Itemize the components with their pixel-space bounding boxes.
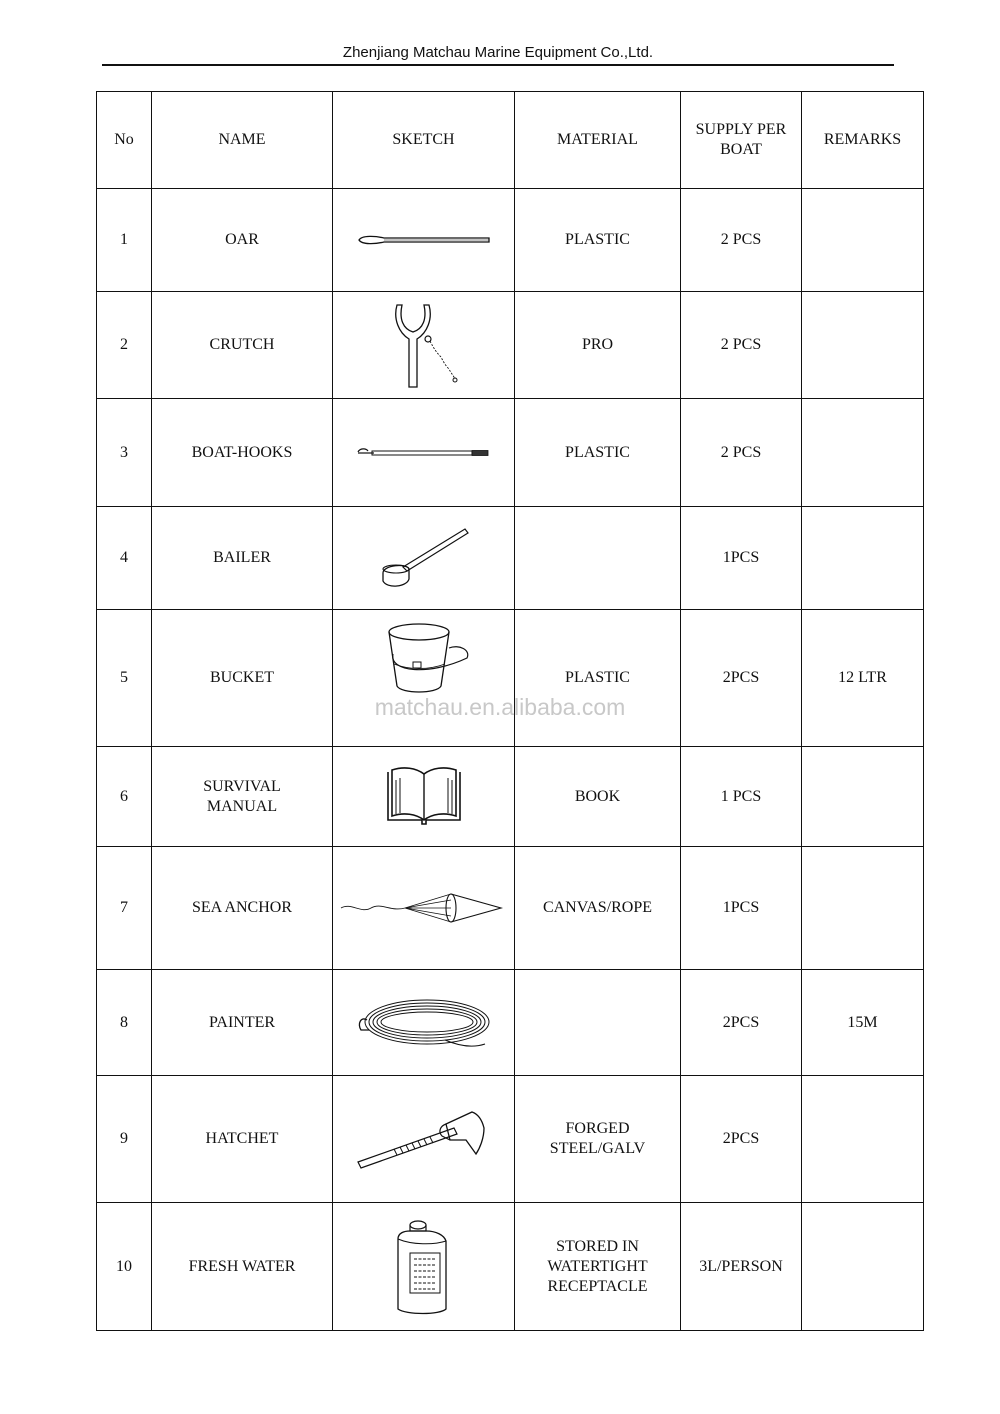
row-material: PLASTIC: [515, 189, 681, 292]
water-container-icon: [384, 1215, 464, 1319]
row-supply: 1PCS: [681, 847, 802, 970]
row-remarks: 12 LTR: [802, 610, 924, 747]
row-sketch: [333, 970, 515, 1076]
row-sketch: [333, 847, 515, 970]
bailer-icon: [369, 523, 479, 593]
col-header-supply: SUPPLY PER BOAT: [681, 92, 802, 189]
col-header-sketch: SKETCH: [333, 92, 515, 189]
table-row: [97, 507, 924, 610]
table-row: [97, 747, 924, 847]
row-name: BOAT-HOOKS: [152, 399, 333, 507]
row-no: 1: [97, 189, 152, 292]
row-sketch: [333, 610, 515, 747]
row-sketch: [333, 189, 515, 292]
row-remarks: 15M: [802, 970, 924, 1076]
table-row: [97, 1076, 924, 1203]
col-header-name: NAME: [152, 92, 333, 189]
boat-hook-icon: [354, 443, 494, 463]
row-name: OAR: [152, 189, 333, 292]
row-material: PLASTIC: [515, 399, 681, 507]
row-name: SEA ANCHOR: [152, 847, 333, 970]
row-supply: 2PCS: [681, 610, 802, 747]
row-name: CRUTCH: [152, 292, 333, 399]
row-name: BAILER: [152, 507, 333, 610]
watermark: matchau.en.alibaba.com: [374, 694, 626, 720]
col-header-remarks: REMARKS: [802, 92, 924, 189]
row-supply: 2PCS: [681, 1076, 802, 1203]
col-header-material: MATERIAL: [515, 92, 681, 189]
row-no: 2: [97, 292, 152, 399]
row-material: PRO: [515, 292, 681, 399]
col-header-no: No: [97, 92, 152, 189]
row-material: CANVAS/ROPE: [515, 847, 681, 970]
row-supply: 1PCS: [681, 507, 802, 610]
row-no: 5: [97, 610, 152, 747]
row-material: [515, 507, 681, 610]
row-supply: 2 PCS: [681, 189, 802, 292]
rope-coil-icon: [349, 988, 499, 1058]
table-row: [97, 847, 924, 970]
row-remarks: [802, 1203, 924, 1331]
table-header-row: [97, 92, 924, 189]
row-material: STORED IN WATERTIGHT RECEPTACLE: [515, 1203, 681, 1331]
table-row: [97, 292, 924, 399]
row-material: FORGED STEEL/GALV: [515, 1076, 681, 1203]
row-remarks: [802, 507, 924, 610]
row-sketch: [333, 1203, 515, 1331]
row-name: BUCKET: [152, 610, 333, 747]
row-sketch: [333, 292, 515, 399]
row-name: FRESH WATER: [152, 1203, 333, 1331]
sea-anchor-icon: [339, 888, 509, 928]
table-row: [97, 189, 924, 292]
row-name: SURVIVAL MANUAL: [152, 747, 333, 847]
crutch-icon: [379, 299, 469, 391]
row-remarks: [802, 292, 924, 399]
row-material: [515, 970, 681, 1076]
row-no: 7: [97, 847, 152, 970]
table-row: [97, 970, 924, 1076]
hatchet-icon: [354, 1104, 494, 1174]
row-supply: 2 PCS: [681, 399, 802, 507]
row-no: 9: [97, 1076, 152, 1203]
row-no: 6: [97, 747, 152, 847]
table-row: [97, 399, 924, 507]
header-rule: [102, 64, 894, 66]
row-material: BOOK: [515, 747, 681, 847]
table-row: [97, 1203, 924, 1331]
company-name: Zhenjiang Matchau Marine Equipment Co.,Ltd.: [342, 44, 654, 61]
row-supply: 1 PCS: [681, 747, 802, 847]
row-sketch: [333, 507, 515, 610]
row-no: 4: [97, 507, 152, 610]
row-supply: 2 PCS: [681, 292, 802, 399]
row-remarks: [802, 1076, 924, 1203]
row-material: PLASTIC: [515, 610, 681, 747]
book-icon: [384, 766, 464, 828]
row-no: 10: [97, 1203, 152, 1331]
row-name: HATCHET: [152, 1076, 333, 1203]
row-remarks: [802, 847, 924, 970]
row-remarks: [802, 747, 924, 847]
row-sketch: [333, 399, 515, 507]
row-no: 8: [97, 970, 152, 1076]
oar-icon: [354, 225, 494, 255]
row-sketch: [333, 747, 515, 847]
table-row: [97, 610, 924, 747]
row-remarks: [802, 189, 924, 292]
row-name: PAINTER: [152, 970, 333, 1076]
row-supply: 3L/PERSON: [681, 1203, 802, 1331]
row-sketch: [333, 1076, 515, 1203]
row-no: 3: [97, 399, 152, 507]
row-supply: 2PCS: [681, 970, 802, 1076]
row-remarks: [802, 399, 924, 507]
